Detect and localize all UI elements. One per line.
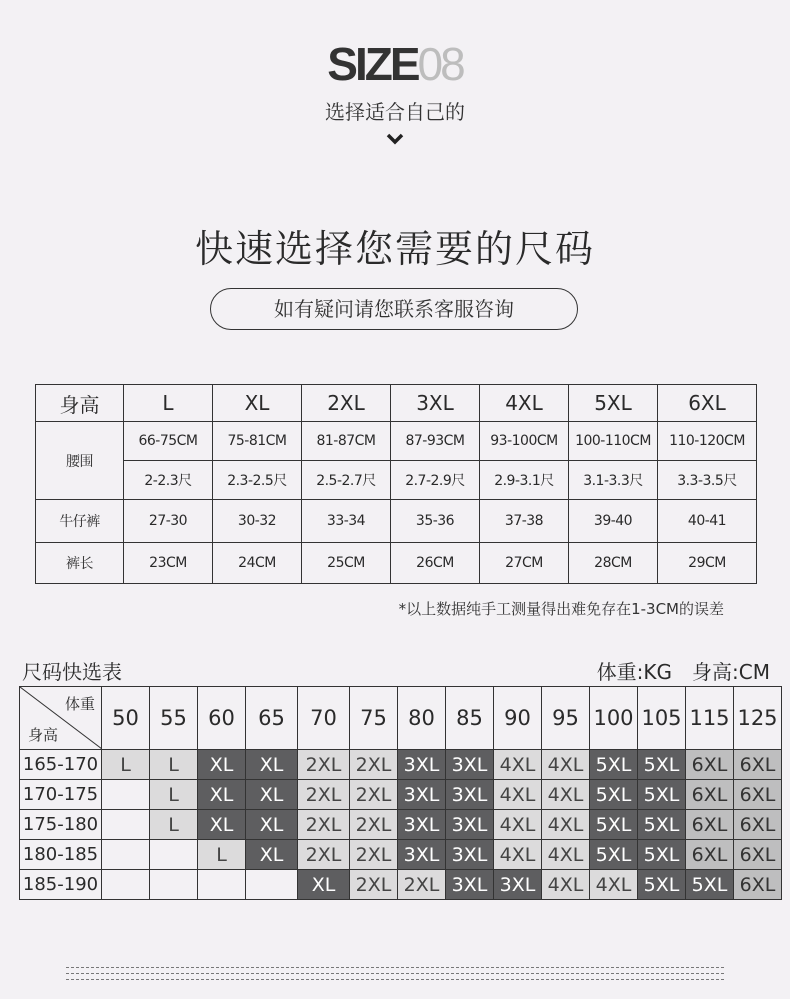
size-cell: 5XL [638,810,686,840]
height-row [20,810,782,840]
height-row [20,750,782,780]
size-cell: 5XL [638,840,686,870]
length-cell: 23CM [124,543,213,584]
jeans-cell: 40-41 [658,500,757,543]
waist-chi-cell: 2.5-2.7尺 [302,461,391,500]
weight-header-cell: 55 [150,687,198,750]
size-heading [0,38,790,90]
length-cell: 26CM [391,543,480,584]
dashed-divider [66,979,724,980]
height-row-label: 175-180 [20,810,102,840]
size-label: 3XL [391,385,480,422]
waist-chi-cell: 3.3-3.5尺 [658,461,757,500]
length-cell: 24CM [213,543,302,584]
size-cell: 3XL [446,870,494,900]
measurement-note: *以上数据纯手工测量得出难免存在1-3CM的误差 [398,600,724,618]
dashed-divider [66,967,724,968]
main-title: 快速选择您需要的尺码 [194,227,595,271]
waist-cm-cell: 66-75CM [124,422,213,461]
size-cell: 2XL [298,750,350,780]
height-row [20,780,782,810]
size-cell: L [198,840,246,870]
waist-chi-cell: 2.3-2.5尺 [213,461,302,500]
size-number: 08 [417,38,463,90]
size-cell: XL [246,810,298,840]
size-cell: 4XL [494,750,542,780]
size-label: 6XL [658,385,757,422]
waist-chi-row [36,461,757,500]
jeans-cell: 37-38 [480,500,569,543]
size-cell: 5XL [638,870,686,900]
size-label: L [124,385,213,422]
size-cell [150,870,198,900]
jeans-cell: 33-34 [302,500,391,543]
size-cell: L [102,750,150,780]
size-cell [102,840,150,870]
waist-cm-cell: 93-100CM [480,422,569,461]
weight-header-row [20,687,782,750]
size-label: 5XL [569,385,658,422]
size-cell: 4XL [542,840,590,870]
size-table [35,384,757,584]
size-header-row [36,385,757,422]
size-cell: 6XL [734,840,782,870]
size-label: 4XL [480,385,569,422]
size-cell: 5XL [590,750,638,780]
size-cell: 4XL [542,810,590,840]
size-cell: 3XL [446,840,494,870]
size-label: XL [213,385,302,422]
size-cell: XL [246,780,298,810]
length-cell: 27CM [480,543,569,584]
size-cell: XL [198,810,246,840]
weight-header-cell: 80 [398,687,446,750]
weight-header-cell: 75 [350,687,398,750]
jeans-cell: 30-32 [213,500,302,543]
size-word: SIZE [327,38,418,90]
waist-cm-cell: 81-87CM [302,422,391,461]
size-cell: 2XL [398,870,446,900]
weight-axis-label: 体重 [64,695,95,713]
height-label: 身高 [36,385,124,422]
weight-header-cell: 65 [246,687,298,750]
size-cell: 3XL [446,810,494,840]
waist-cm-cell: 75-81CM [213,422,302,461]
size-cell: 3XL [398,750,446,780]
waist-chi-cell: 2.7-2.9尺 [391,461,480,500]
size-cell [102,870,150,900]
height-row-label: 185-190 [20,870,102,900]
waist-cm-cell: 110-120CM [658,422,757,461]
size-cell: 6XL [686,780,734,810]
weight-header-cell: 105 [638,687,686,750]
size-cell: 3XL [446,750,494,780]
size-cell: 4XL [494,810,542,840]
size-cell: XL [246,840,298,870]
size-cell: 2XL [298,840,350,870]
size-cell: L [150,750,198,780]
size-cell: 6XL [734,810,782,840]
unit-label: 体重:KG 身高:CM [596,660,770,684]
length-cell: 29CM [658,543,757,584]
weight-header-cell: 95 [542,687,590,750]
size-cell: 5XL [638,750,686,780]
size-cell: 2XL [298,780,350,810]
size-cell: 6XL [734,750,782,780]
size-cell: 2XL [350,810,398,840]
size-cell: L [150,780,198,810]
size-cell [102,810,150,840]
size-cell: 3XL [446,780,494,810]
size-cell: 4XL [542,780,590,810]
size-cell: 3XL [494,870,542,900]
length-label: 裤长 [36,543,124,584]
length-cell: 28CM [569,543,658,584]
length-row [36,543,757,584]
weight-header-cell: 125 [734,687,782,750]
chevron-down-icon [386,132,404,146]
size-cell: 6XL [686,750,734,780]
height-row [20,870,782,900]
size-cell: XL [246,750,298,780]
size-cell: XL [298,870,350,900]
height-row-label: 170-175 [20,780,102,810]
height-axis-label: 身高 [28,726,59,744]
size-cell: 4XL [494,840,542,870]
waist-chi-cell: 3.1-3.3尺 [569,461,658,500]
size-cell: 6XL [686,840,734,870]
size-cell: 6XL [686,810,734,840]
size-label: 2XL [302,385,391,422]
size-cell: 3XL [398,810,446,840]
size-cell [102,780,150,810]
waist-chi-cell: 2-2.3尺 [124,461,213,500]
jeans-cell: 35-36 [391,500,480,543]
waist-cm-cell: 100-110CM [569,422,658,461]
jeans-cell: 27-30 [124,500,213,543]
jeans-label: 牛仔裤 [36,500,124,543]
weight-header-cell: 85 [446,687,494,750]
weight-header-cell: 60 [198,687,246,750]
height-row-label: 165-170 [20,750,102,780]
weight-header-cell: 115 [686,687,734,750]
waist-cm-row [36,422,757,461]
quick-table-title: 尺码快选表 [22,660,122,684]
size-cell: 4XL [494,780,542,810]
size-cell [246,870,298,900]
weight-header-cell: 90 [494,687,542,750]
height-row [20,840,782,870]
subtitle: 选择适合自己的 [325,100,465,124]
size-cell: 5XL [638,780,686,810]
size-cell: 5XL [590,810,638,840]
size-cell: 2XL [350,870,398,900]
size-cell: 3XL [398,840,446,870]
size-cell [150,840,198,870]
size-cell: 5XL [590,780,638,810]
waist-cm-cell: 87-93CM [391,422,480,461]
jeans-row [36,500,757,543]
size-cell: 6XL [734,870,782,900]
size-cell: 4XL [542,870,590,900]
corner-cell [20,687,102,750]
size-cell: 6XL [734,780,782,810]
height-row-label: 180-185 [20,840,102,870]
size-cell: 2XL [350,840,398,870]
jeans-cell: 39-40 [569,500,658,543]
size-cell: 5XL [590,840,638,870]
waist-label: 腰围 [36,422,124,500]
weight-header-cell: 50 [102,687,150,750]
size-cell: 2XL [350,750,398,780]
size-cell: 2XL [350,780,398,810]
size-cell: 4XL [590,870,638,900]
size-cell: XL [198,780,246,810]
size-cell: 4XL [542,750,590,780]
size-cell [198,870,246,900]
size-cell: 2XL [298,810,350,840]
size-cell: XL [198,750,246,780]
contact-service-button[interactable]: 如有疑问请您联系客服咨询 [210,288,578,330]
dashed-divider [66,973,724,974]
quick-size-table [19,686,782,900]
length-cell: 25CM [302,543,391,584]
size-cell: 5XL [686,870,734,900]
size-cell: L [150,810,198,840]
weight-header-cell: 100 [590,687,638,750]
waist-chi-cell: 2.9-3.1尺 [480,461,569,500]
weight-header-cell: 70 [298,687,350,750]
size-cell: 3XL [398,780,446,810]
